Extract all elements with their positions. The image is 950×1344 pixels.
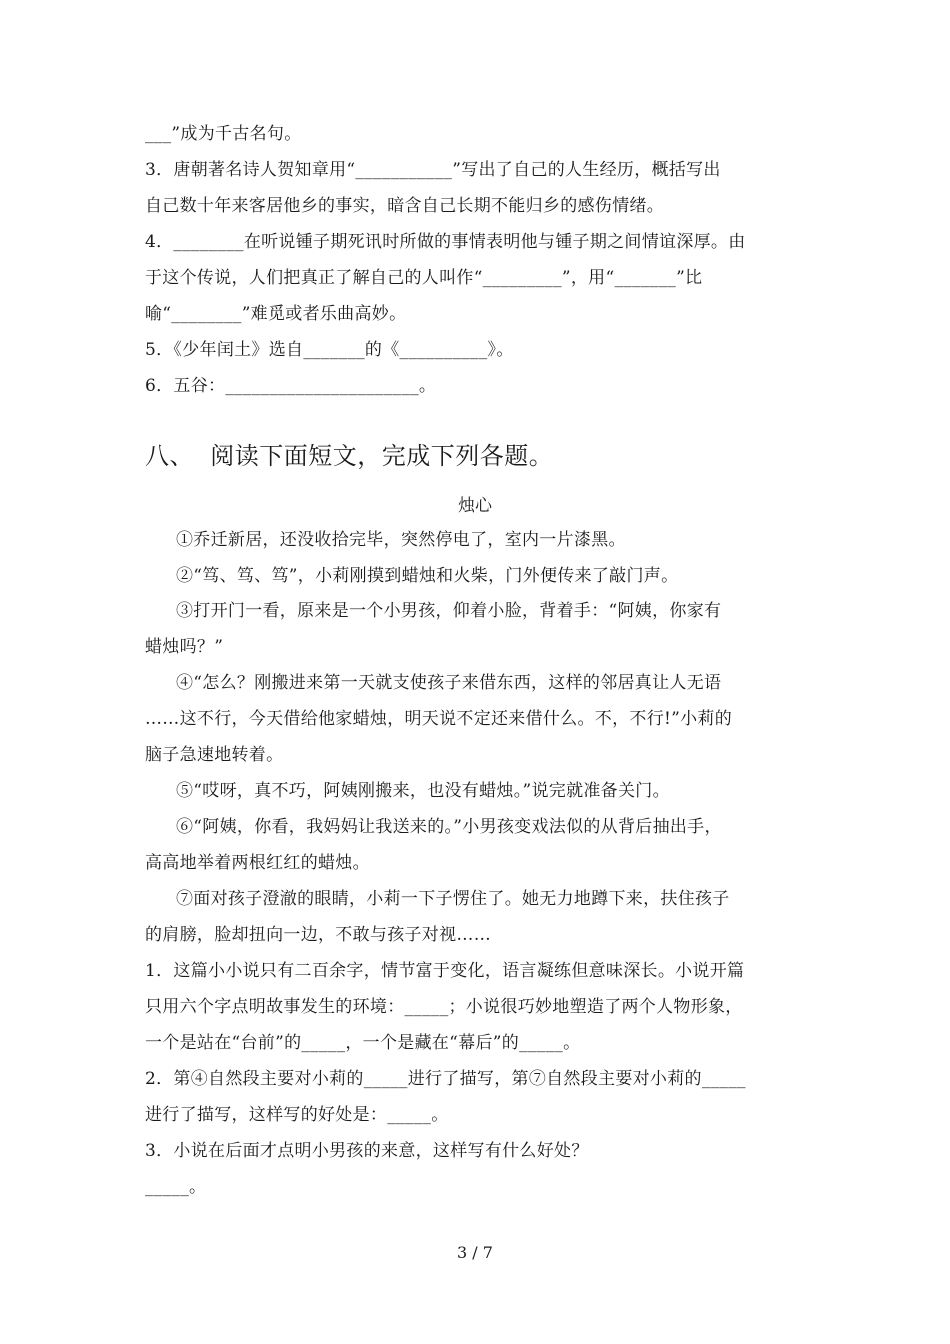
- reading-question-2-line-1: 2．第④自然段主要对小莉的_____进行了描写，第⑦自然段主要对小莉的_____: [145, 1069, 746, 1089]
- story-paragraph-4-line-2: ……这不行，今天借给他家蜡烛，明天说不定还来借什么。不，不行!”小莉的: [145, 709, 733, 729]
- story-paragraph-6-line-2: 高高地举着两根红红的蜡烛。: [145, 853, 370, 873]
- question-6-line: 6．五谷：______________________。: [145, 376, 437, 396]
- story-paragraph-1: ①乔迁新居，还没收拾完毕，突然停电了，室内一片漆黑。: [176, 530, 626, 550]
- story-paragraph-7-line-1: ⑦面对孩子澄澈的眼睛，小莉一下子愣住了。她无力地蹲下来，扶住孩子: [176, 889, 730, 909]
- story-paragraph-4-line-1: ④“怎么？刚搬进来第一天就支使孩子来借东西，这样的邻居真让人无语: [176, 673, 722, 693]
- reading-question-3-answer-line: _____。: [145, 1177, 207, 1197]
- question-5-line: 5．《少年闰土》选自_______的《__________》。: [145, 340, 514, 360]
- reading-question-1-line-2: 只用六个字点明故事发生的环境：_____；小说很巧妙地塑造了两个人物形象，: [145, 997, 743, 1017]
- story-paragraph-6-line-1: ⑥“阿姨，你看，我妈妈让我送来的。”小男孩变戏法似的从背后抽出手，: [176, 817, 722, 837]
- story-paragraph-3-line-1: ③打开门一看，原来是一个小男孩，仰着小脸，背着手：“阿姨，你家有: [176, 601, 722, 621]
- question-continuation-line: ___”成为千古名句。: [145, 124, 302, 144]
- reading-question-1-line-1: 1．这篇小小说只有二百余字，情节富于变化，语言凝练但意味深长。小说开篇: [145, 961, 745, 981]
- reading-question-1-line-3: 一个是站在“台前”的_____，一个是藏在“幕后”的_____。: [145, 1033, 581, 1053]
- reading-question-3-line-1: 3．小说在后面才点明小男孩的来意，这样写有什么好处？: [145, 1141, 589, 1161]
- story-title: 烛心: [458, 496, 492, 516]
- question-4-line-1: 4．________在听说锺子期死讯时所做的事情表明他与锺子期之间情谊深厚。由: [145, 232, 746, 252]
- page-number: 3 / 7: [457, 1243, 493, 1262]
- section-eight-heading: 八、 阅读下面短文，完成下列各题。: [145, 442, 554, 470]
- reading-question-2-line-2: 进行了描写，这样写的好处是：_____。: [145, 1105, 449, 1125]
- question-4-line-3: 喻“________”难觅或者乐曲高妙。: [145, 304, 407, 324]
- story-paragraph-2: ②“笃、笃、笃”，小莉刚摸到蜡烛和火柴，门外便传来了敲门声。: [176, 566, 679, 586]
- question-4-line-2: 于这个传说，人们把真正了解自己的人叫作“_________”，用“_______”比: [145, 268, 703, 288]
- story-paragraph-3-line-2: 蜡烛吗？”: [145, 637, 224, 657]
- story-paragraph-4-line-3: 脑子急速地转着。: [145, 745, 284, 765]
- story-paragraph-5: ⑤“哎呀，真不巧，阿姨刚搬来，也没有蜡烛。”说完就准备关门。: [176, 781, 670, 801]
- question-3-line-2: 自己数十年来客居他乡的事实，暗含自己长期不能归乡的感伤情绪。: [145, 196, 664, 216]
- question-3-line-1: 3．唐朝著名诗人贺知章用“___________”写出了自己的人生经历，概括写出: [145, 160, 721, 180]
- story-paragraph-7-line-2: 的肩膀，脸却扭向一边，不敢与孩子对视……: [145, 925, 491, 945]
